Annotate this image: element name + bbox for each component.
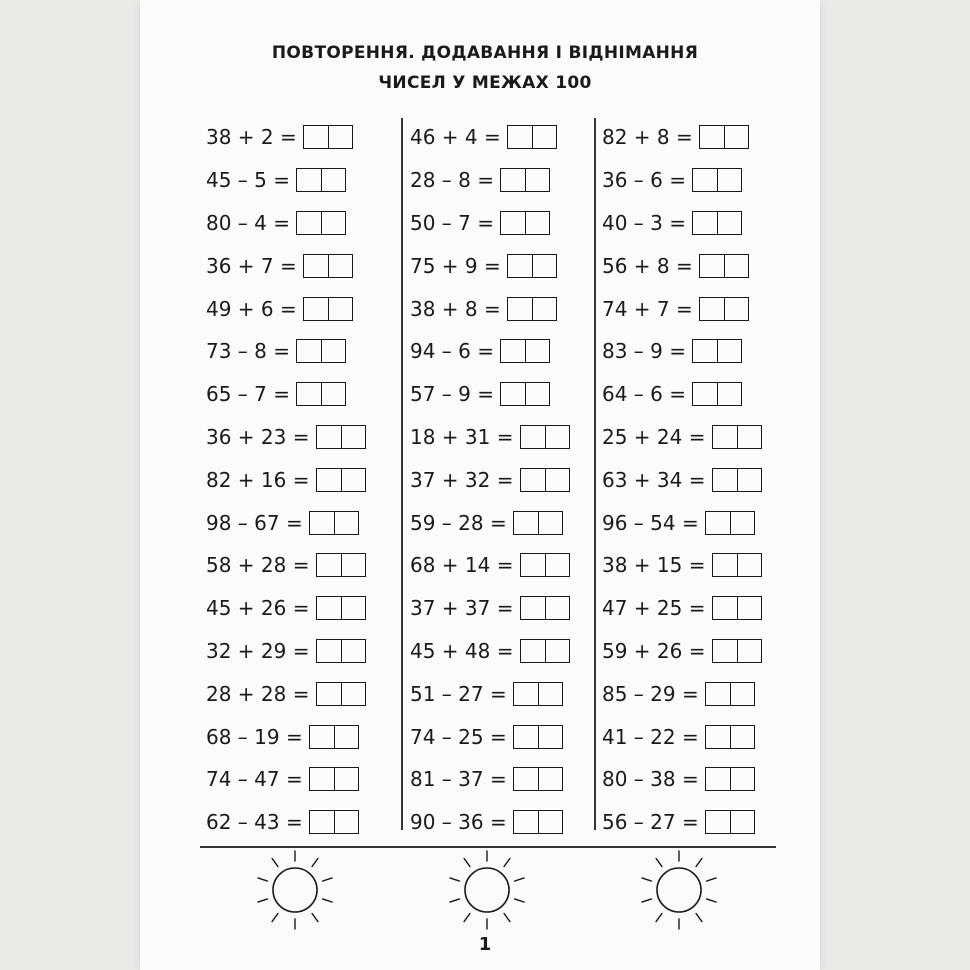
exercise-row	[602, 244, 792, 287]
exercise-row	[410, 672, 600, 715]
answer-box[interactable]	[712, 553, 762, 577]
sun-disc	[273, 868, 317, 912]
answer-digit-cell[interactable]	[706, 768, 730, 790]
answer-digit-cell[interactable]	[737, 469, 761, 491]
answer-box[interactable]	[692, 168, 742, 192]
exercise-row	[410, 587, 600, 630]
answer-digit-cell[interactable]	[304, 298, 328, 320]
answer-digit-cell[interactable]	[538, 768, 562, 790]
exercise-expression: 82 + 8 =	[602, 125, 693, 150]
answer-digit-cell[interactable]	[717, 169, 741, 191]
answer-digit-cell[interactable]	[514, 726, 538, 748]
exercise-expression: 40 – 3 =	[602, 210, 687, 235]
answer-box[interactable]	[316, 639, 366, 663]
answer-digit-cell[interactable]	[508, 298, 532, 320]
answer-box[interactable]	[513, 511, 563, 535]
exercise-expression: 37 + 32 =	[410, 467, 514, 492]
exercise-row	[602, 801, 792, 844]
sun-ray	[642, 899, 652, 902]
answer-digit-cell[interactable]	[317, 683, 341, 705]
exercise-expression: 75 + 9 =	[410, 253, 501, 278]
answer-box[interactable]	[699, 297, 749, 321]
answer-digit-cell[interactable]	[717, 383, 741, 405]
answer-digit-cell[interactable]	[341, 426, 365, 448]
answer-digit-cell[interactable]	[514, 512, 538, 534]
exercise-row	[410, 373, 600, 416]
exercise-expression: 57 – 9 =	[410, 382, 495, 407]
answer-digit-cell[interactable]	[532, 298, 556, 320]
exercise-row	[206, 715, 396, 758]
sun-ray	[696, 913, 702, 921]
exercise-row	[602, 587, 792, 630]
answer-digit-cell[interactable]	[724, 298, 748, 320]
exercise-row	[602, 116, 792, 159]
sun-ray	[258, 899, 268, 902]
exercise-row	[206, 501, 396, 544]
sun-ray	[696, 858, 702, 866]
answer-box[interactable]	[520, 468, 570, 492]
sun-disc	[465, 868, 509, 912]
exercise-expression: 98 – 67 =	[206, 510, 303, 535]
exercise-expression: 65 – 7 =	[206, 382, 291, 407]
exercise-row	[206, 330, 396, 373]
answer-digit-cell[interactable]	[693, 212, 717, 234]
sun-ray	[515, 899, 525, 902]
answer-digit-cell[interactable]	[724, 255, 748, 277]
answer-digit-cell[interactable]	[525, 340, 549, 362]
answer-digit-cell[interactable]	[737, 597, 761, 619]
answer-digit-cell[interactable]	[717, 212, 741, 234]
exercise-row	[410, 630, 600, 673]
exercise-expression: 94 – 6 =	[410, 339, 495, 364]
answer-box[interactable]	[712, 639, 762, 663]
answer-box[interactable]	[513, 682, 563, 706]
exercise-expression: 74 – 47 =	[206, 767, 303, 792]
answer-digit-cell[interactable]	[545, 426, 569, 448]
answer-box[interactable]	[692, 339, 742, 363]
exercise-expression: 45 + 26 =	[206, 596, 310, 621]
answer-digit-cell[interactable]	[334, 768, 358, 790]
exercise-expression: 32 + 29 =	[206, 638, 310, 663]
exercise-row	[602, 330, 792, 373]
sun-ray	[515, 878, 525, 881]
answer-box[interactable]	[705, 810, 755, 834]
answer-digit-cell[interactable]	[310, 811, 334, 833]
answer-digit-cell[interactable]	[341, 597, 365, 619]
exercise-expression: 96 – 54 =	[602, 510, 699, 535]
exercise-expression: 28 + 28 =	[206, 681, 310, 706]
exercise-row	[410, 544, 600, 587]
sun-ray	[642, 878, 652, 881]
sun-icon	[624, 850, 734, 930]
sun-ray	[323, 878, 333, 881]
answer-digit-cell[interactable]	[328, 298, 352, 320]
exercise-column-2	[410, 116, 600, 844]
exercise-expression: 80 – 4 =	[206, 210, 291, 235]
answer-digit-cell[interactable]	[508, 126, 532, 148]
exercise-row	[206, 458, 396, 501]
answer-box[interactable]	[296, 382, 346, 406]
answer-digit-cell[interactable]	[693, 383, 717, 405]
exercise-row	[410, 416, 600, 459]
answer-box[interactable]	[303, 297, 353, 321]
exercise-row	[206, 116, 396, 159]
exercise-expression: 81 – 37 =	[410, 767, 507, 792]
exercise-expression: 46 + 4 =	[410, 125, 501, 150]
answer-box[interactable]	[705, 682, 755, 706]
footer-divider	[200, 846, 776, 848]
sun-ray	[707, 878, 717, 881]
exercise-row	[206, 416, 396, 459]
answer-box[interactable]	[303, 125, 353, 149]
answer-digit-cell[interactable]	[317, 426, 341, 448]
exercise-row	[602, 458, 792, 501]
exercise-expression: 56 – 27 =	[602, 810, 699, 835]
sun-ray	[272, 913, 278, 921]
exercise-row	[410, 501, 600, 544]
exercise-row	[410, 801, 600, 844]
answer-digit-cell[interactable]	[700, 298, 724, 320]
answer-digit-cell[interactable]	[525, 169, 549, 191]
answer-digit-cell[interactable]	[730, 726, 754, 748]
answer-digit-cell[interactable]	[514, 811, 538, 833]
column-divider	[594, 118, 596, 830]
answer-box[interactable]	[500, 168, 550, 192]
exercise-row	[206, 373, 396, 416]
answer-box[interactable]	[699, 254, 749, 278]
answer-digit-cell[interactable]	[341, 554, 365, 576]
exercise-row	[206, 244, 396, 287]
exercise-row	[602, 202, 792, 245]
exercise-expression: 36 – 6 =	[602, 168, 687, 193]
answer-box[interactable]	[699, 125, 749, 149]
sun-ray	[656, 913, 662, 921]
exercise-expression: 64 – 6 =	[602, 382, 687, 407]
exercise-expression: 25 + 24 =	[602, 424, 706, 449]
answer-box[interactable]	[705, 725, 755, 749]
exercise-row	[410, 287, 600, 330]
exercise-expression: 83 – 9 =	[602, 339, 687, 364]
answer-digit-cell[interactable]	[730, 811, 754, 833]
answer-box[interactable]	[513, 810, 563, 834]
answer-box[interactable]	[296, 339, 346, 363]
sun-ray	[258, 878, 268, 881]
answer-digit-cell[interactable]	[532, 126, 556, 148]
answer-digit-cell[interactable]	[310, 768, 334, 790]
answer-digit-cell[interactable]	[730, 768, 754, 790]
exercise-expression: 45 + 48 =	[410, 638, 514, 663]
exercise-row	[602, 672, 792, 715]
exercise-row	[206, 202, 396, 245]
exercise-expression: 38 + 8 =	[410, 296, 501, 321]
exercise-row	[602, 758, 792, 801]
answer-box[interactable]	[705, 767, 755, 791]
answer-digit-cell[interactable]	[328, 126, 352, 148]
exercise-row	[206, 587, 396, 630]
sun-ray	[312, 858, 318, 866]
answer-digit-cell[interactable]	[341, 640, 365, 662]
answer-digit-cell[interactable]	[525, 383, 549, 405]
answer-digit-cell[interactable]	[321, 212, 345, 234]
answer-box[interactable]	[309, 810, 359, 834]
answer-digit-cell[interactable]	[700, 126, 724, 148]
answer-digit-cell[interactable]	[317, 554, 341, 576]
answer-digit-cell[interactable]	[730, 683, 754, 705]
answer-digit-cell[interactable]	[501, 212, 525, 234]
answer-digit-cell[interactable]	[700, 255, 724, 277]
answer-digit-cell[interactable]	[521, 469, 545, 491]
answer-box[interactable]	[507, 125, 557, 149]
sun-ray	[323, 899, 333, 902]
answer-box[interactable]	[309, 511, 359, 535]
exercise-row	[206, 801, 396, 844]
answer-box[interactable]	[712, 468, 762, 492]
answer-digit-cell[interactable]	[334, 512, 358, 534]
answer-digit-cell[interactable]	[501, 169, 525, 191]
exercise-row	[410, 244, 600, 287]
answer-box[interactable]	[500, 211, 550, 235]
exercise-expression: 80 – 38 =	[602, 767, 699, 792]
page-number: 1	[478, 934, 492, 955]
answer-digit-cell[interactable]	[501, 340, 525, 362]
answer-digit-cell[interactable]	[297, 383, 321, 405]
answer-digit-cell[interactable]	[334, 811, 358, 833]
exercise-expression: 68 – 19 =	[206, 724, 303, 749]
exercise-row	[206, 758, 396, 801]
exercise-expression: 62 – 43 =	[206, 810, 303, 835]
sun-ray	[504, 913, 510, 921]
exercise-row	[206, 287, 396, 330]
exercise-expression: 37 + 37 =	[410, 596, 514, 621]
answer-box[interactable]	[712, 596, 762, 620]
answer-digit-cell[interactable]	[521, 640, 545, 662]
answer-digit-cell[interactable]	[310, 512, 334, 534]
exercise-expression: 45 – 5 =	[206, 168, 291, 193]
answer-digit-cell[interactable]	[545, 469, 569, 491]
exercise-row	[602, 373, 792, 416]
sun-ray	[504, 858, 510, 866]
exercise-expression: 74 – 25 =	[410, 724, 507, 749]
answer-digit-cell[interactable]	[737, 640, 761, 662]
answer-digit-cell[interactable]	[538, 811, 562, 833]
answer-digit-cell[interactable]	[297, 169, 321, 191]
exercise-expression: 82 + 16 =	[206, 467, 310, 492]
answer-digit-cell[interactable]	[521, 597, 545, 619]
answer-digit-cell[interactable]	[321, 340, 345, 362]
exercise-expression: 38 + 15 =	[602, 553, 706, 578]
exercise-expression: 18 + 31 =	[410, 424, 514, 449]
exercise-row	[410, 159, 600, 202]
answer-digit-cell[interactable]	[310, 726, 334, 748]
sun-ray	[450, 899, 460, 902]
answer-box[interactable]	[309, 725, 359, 749]
answer-box[interactable]	[513, 767, 563, 791]
exercise-row	[602, 715, 792, 758]
exercise-expression: 50 – 7 =	[410, 210, 495, 235]
answer-digit-cell[interactable]	[693, 169, 717, 191]
exercise-row	[602, 630, 792, 673]
exercise-expression: 36 + 7 =	[206, 253, 297, 278]
answer-box[interactable]	[520, 425, 570, 449]
answer-box[interactable]	[296, 168, 346, 192]
exercise-row	[602, 544, 792, 587]
exercise-expression: 85 – 29 =	[602, 681, 699, 706]
answer-digit-cell[interactable]	[713, 640, 737, 662]
exercise-row	[410, 330, 600, 373]
answer-digit-cell[interactable]	[334, 726, 358, 748]
exercise-expression: 28 – 8 =	[410, 168, 495, 193]
exercise-row	[410, 116, 600, 159]
exercise-expression: 38 + 2 =	[206, 125, 297, 150]
answer-digit-cell[interactable]	[321, 169, 345, 191]
exercise-expression: 73 – 8 =	[206, 339, 291, 364]
answer-digit-cell[interactable]	[545, 554, 569, 576]
exercise-expression: 36 + 23 =	[206, 424, 310, 449]
answer-digit-cell[interactable]	[713, 597, 737, 619]
answer-digit-cell[interactable]	[297, 212, 321, 234]
answer-digit-cell[interactable]	[297, 340, 321, 362]
answer-box[interactable]	[692, 211, 742, 235]
exercise-expression: 59 + 26 =	[602, 638, 706, 663]
exercise-row	[602, 416, 792, 459]
exercise-row	[602, 287, 792, 330]
answer-digit-cell[interactable]	[713, 554, 737, 576]
exercise-expression: 90 – 36 =	[410, 810, 507, 835]
sun-icon	[240, 850, 350, 930]
answer-box[interactable]	[500, 382, 550, 406]
answer-box[interactable]	[712, 425, 762, 449]
sun-ray	[312, 913, 318, 921]
column-divider	[401, 118, 403, 830]
answer-digit-cell[interactable]	[521, 554, 545, 576]
exercise-row	[410, 202, 600, 245]
answer-digit-cell[interactable]	[737, 554, 761, 576]
answer-box[interactable]	[316, 425, 366, 449]
sun-ray	[464, 858, 470, 866]
answer-digit-cell[interactable]	[724, 126, 748, 148]
answer-digit-cell[interactable]	[538, 512, 562, 534]
exercise-expression: 58 + 28 =	[206, 553, 310, 578]
answer-digit-cell[interactable]	[304, 255, 328, 277]
answer-box[interactable]	[303, 254, 353, 278]
sun-ray	[272, 858, 278, 866]
answer-digit-cell[interactable]	[304, 126, 328, 148]
answer-digit-cell[interactable]	[706, 683, 730, 705]
answer-digit-cell[interactable]	[545, 597, 569, 619]
answer-digit-cell[interactable]	[328, 255, 352, 277]
exercise-row	[206, 159, 396, 202]
answer-digit-cell[interactable]	[514, 768, 538, 790]
answer-box[interactable]	[500, 339, 550, 363]
answer-digit-cell[interactable]	[501, 383, 525, 405]
sun-ray	[464, 913, 470, 921]
exercise-row	[602, 159, 792, 202]
exercise-expression: 59 – 28 =	[410, 510, 507, 535]
exercise-row	[410, 715, 600, 758]
exercise-row	[410, 458, 600, 501]
exercise-expression: 51 – 27 =	[410, 681, 507, 706]
answer-digit-cell[interactable]	[341, 683, 365, 705]
exercise-row	[410, 758, 600, 801]
answer-box[interactable]	[513, 725, 563, 749]
answer-box[interactable]	[316, 596, 366, 620]
answer-digit-cell[interactable]	[317, 597, 341, 619]
answer-digit-cell[interactable]	[706, 726, 730, 748]
sun-disc	[657, 868, 701, 912]
answer-digit-cell[interactable]	[545, 640, 569, 662]
answer-digit-cell[interactable]	[514, 683, 538, 705]
exercise-row	[602, 501, 792, 544]
answer-box[interactable]	[705, 511, 755, 535]
answer-box[interactable]	[520, 596, 570, 620]
exercise-expression: 63 + 34 =	[602, 467, 706, 492]
answer-box[interactable]	[507, 254, 557, 278]
exercise-expression: 74 + 7 =	[602, 296, 693, 321]
sun-ray	[707, 899, 717, 902]
answer-box[interactable]	[316, 553, 366, 577]
answer-digit-cell[interactable]	[538, 726, 562, 748]
page-title-line-1: ПОВТОРЕННЯ. ДОДАВАННЯ І ВІДНІМАННЯ	[271, 43, 699, 63]
sun-ray	[450, 878, 460, 881]
answer-digit-cell[interactable]	[317, 640, 341, 662]
exercise-row	[206, 630, 396, 673]
answer-box[interactable]	[316, 468, 366, 492]
answer-digit-cell[interactable]	[706, 512, 730, 534]
answer-box[interactable]	[520, 553, 570, 577]
sun-icon	[432, 850, 542, 930]
exercise-expression: 49 + 6 =	[206, 296, 297, 321]
answer-digit-cell[interactable]	[317, 469, 341, 491]
exercise-column-3	[602, 116, 792, 844]
answer-digit-cell[interactable]	[321, 383, 345, 405]
answer-digit-cell[interactable]	[508, 255, 532, 277]
answer-box[interactable]	[692, 382, 742, 406]
answer-digit-cell[interactable]	[713, 426, 737, 448]
answer-box[interactable]	[309, 767, 359, 791]
answer-box[interactable]	[316, 682, 366, 706]
sun-ray	[656, 858, 662, 866]
exercise-expression: 56 + 8 =	[602, 253, 693, 278]
answer-box[interactable]	[520, 639, 570, 663]
answer-digit-cell[interactable]	[525, 212, 549, 234]
exercise-expression: 47 + 25 =	[602, 596, 706, 621]
exercise-expression: 41 – 22 =	[602, 724, 699, 749]
page-title-line-2: ЧИСЕЛ У МЕЖАХ 100	[378, 73, 592, 93]
exercise-row	[206, 544, 396, 587]
exercise-row	[206, 672, 396, 715]
answer-digit-cell[interactable]	[717, 340, 741, 362]
answer-digit-cell[interactable]	[521, 426, 545, 448]
answer-digit-cell[interactable]	[730, 512, 754, 534]
answer-digit-cell[interactable]	[737, 426, 761, 448]
exercise-expression: 68 + 14 =	[410, 553, 514, 578]
answer-box[interactable]	[507, 297, 557, 321]
exercise-column-1	[206, 116, 396, 844]
answer-digit-cell[interactable]	[341, 469, 365, 491]
answer-digit-cell[interactable]	[532, 255, 556, 277]
answer-digit-cell[interactable]	[693, 340, 717, 362]
answer-box[interactable]	[296, 211, 346, 235]
answer-digit-cell[interactable]	[538, 683, 562, 705]
answer-digit-cell[interactable]	[713, 469, 737, 491]
answer-digit-cell[interactable]	[706, 811, 730, 833]
